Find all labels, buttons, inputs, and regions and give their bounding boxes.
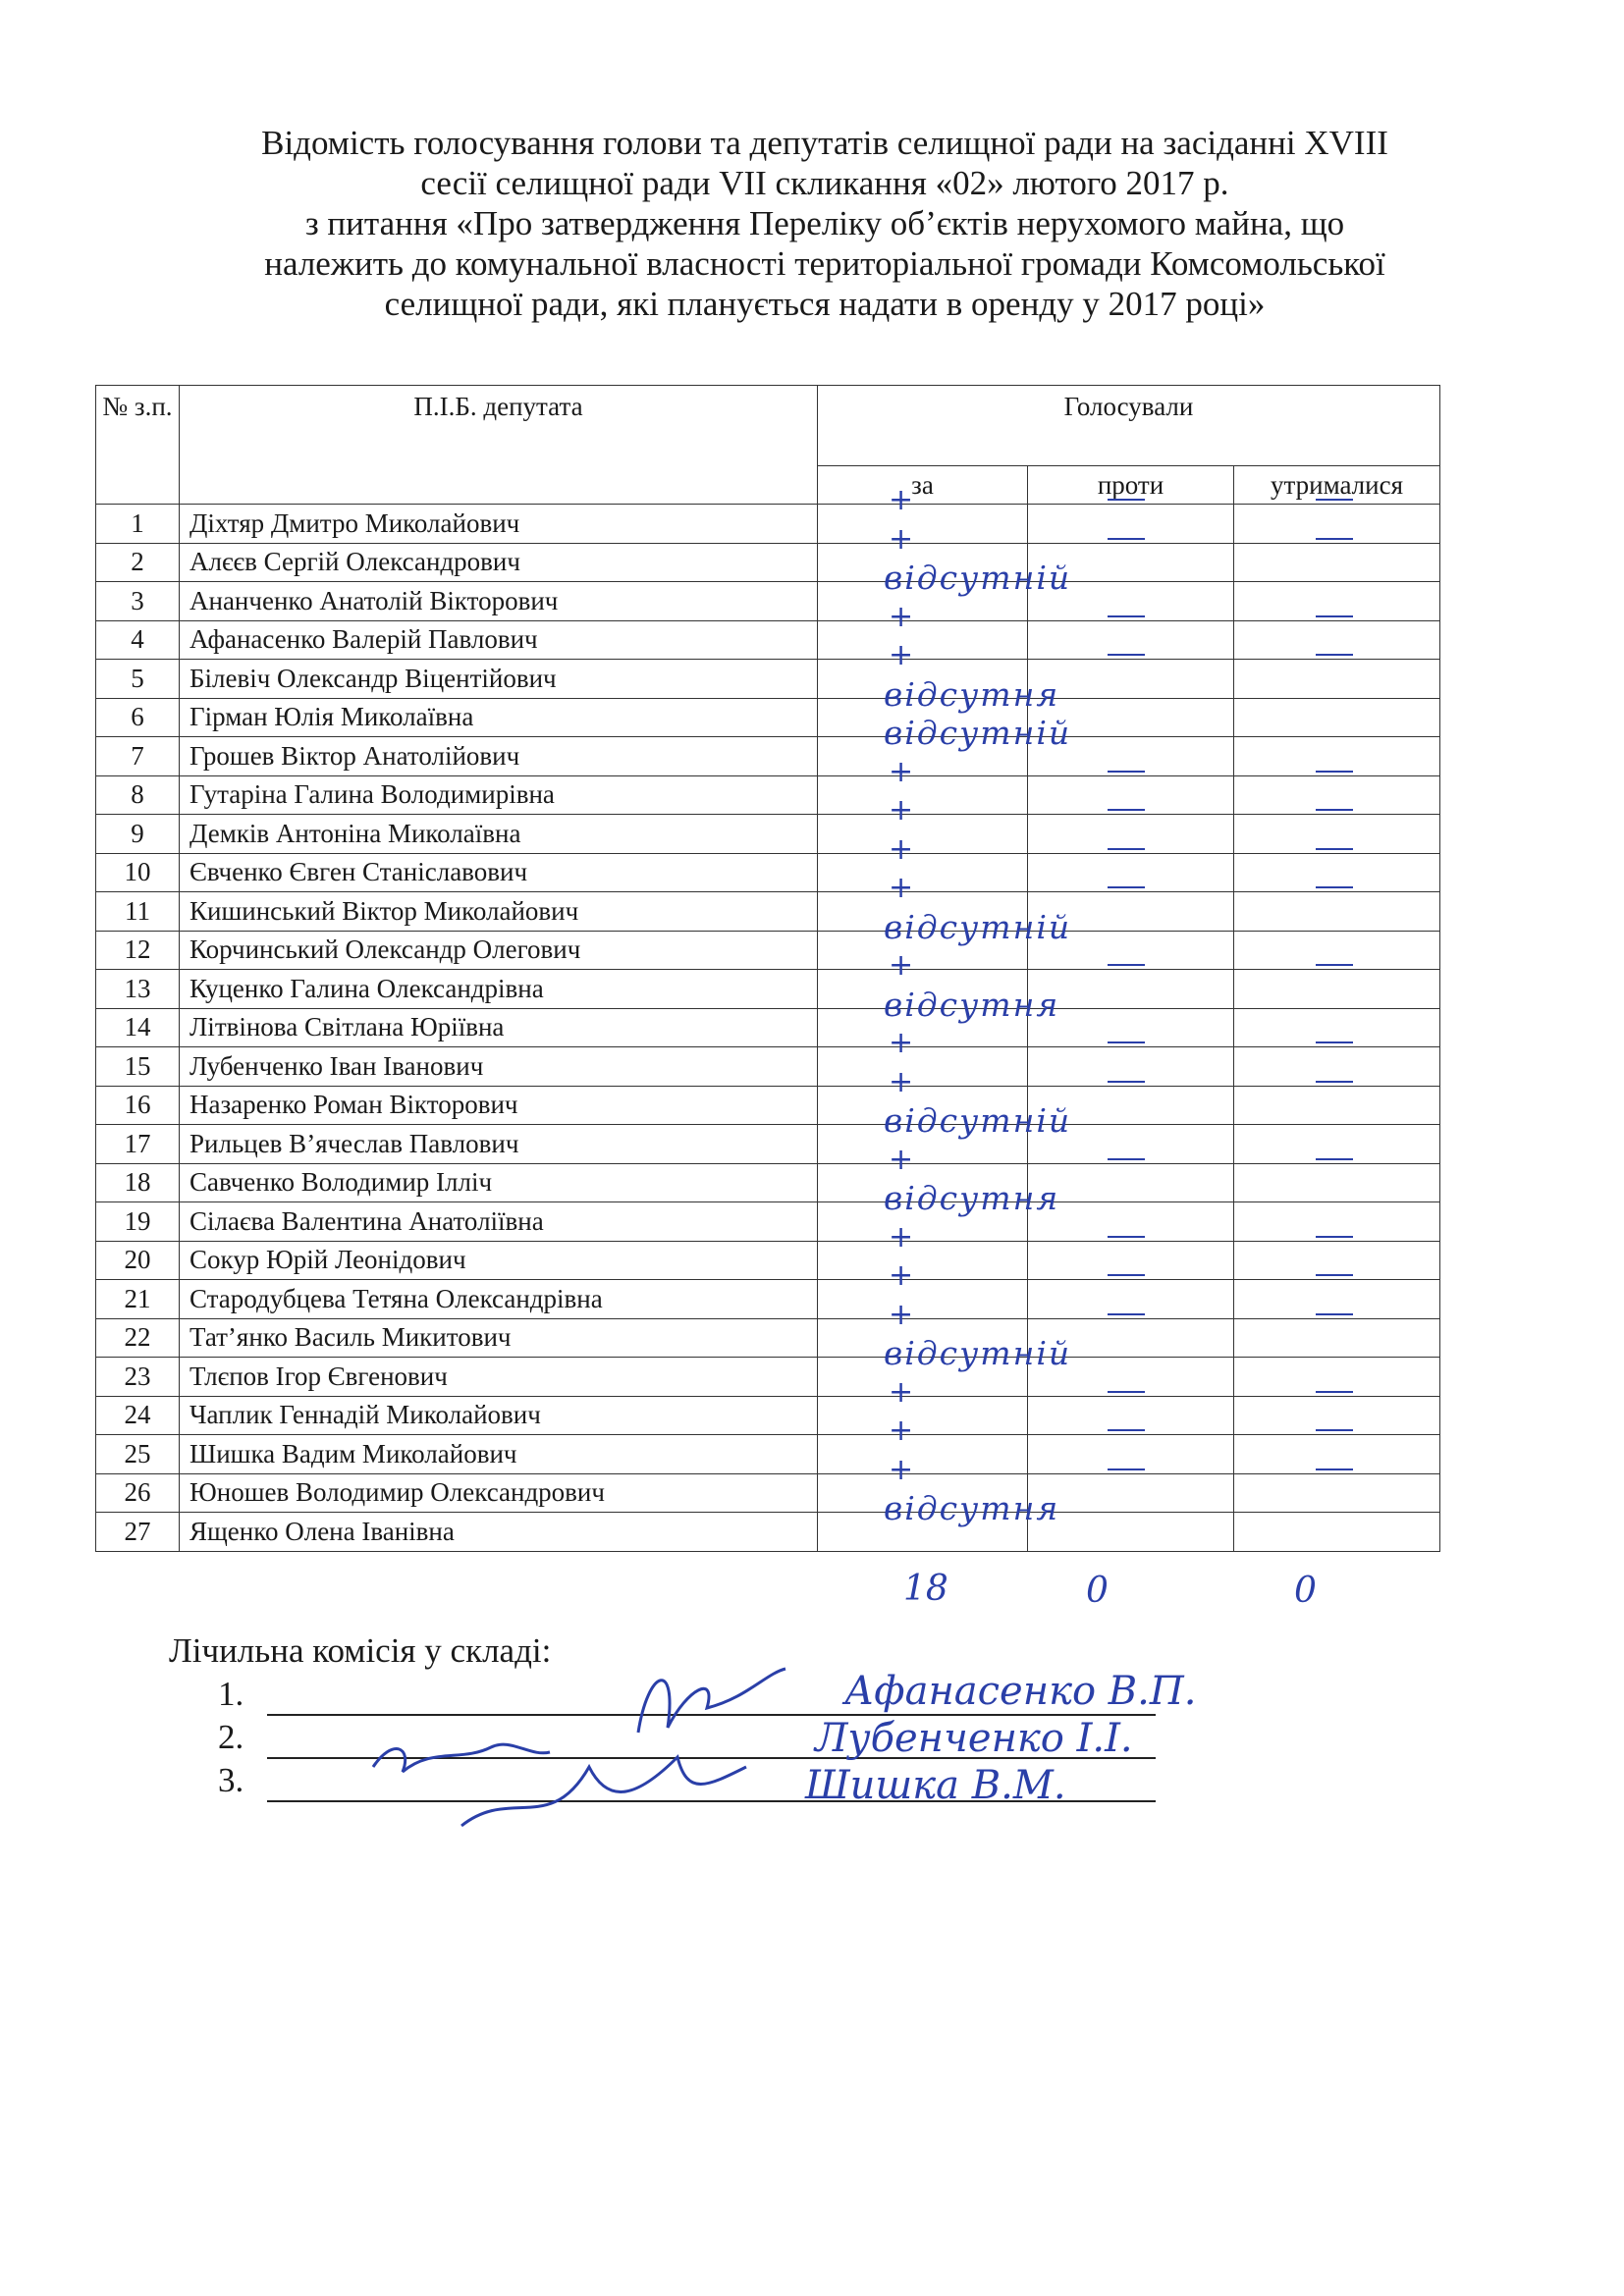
table-row [96,1047,1440,1087]
vote-for-cell [818,543,1028,582]
deputy-name: Шишка Вадим Миколайович [180,1435,818,1474]
table-body [96,505,1440,1552]
deputy-name: Савченко Володимир Ілліч [180,1163,818,1202]
header-for: за [818,466,1028,505]
row-number: 24 [96,1396,180,1435]
vote-for-cell [818,1358,1028,1397]
table-row [96,737,1440,776]
deputy-name: Чаплик Геннадій Миколайович [180,1396,818,1435]
absent-mark: відсутній [884,1101,1072,1140]
plus-mark: + [889,1414,914,1448]
vote-abstained-cell [1234,1125,1440,1164]
vote-for-cell [818,853,1028,892]
deputy-name: Назаренко Роман Вікторович [180,1086,818,1125]
vote-abstained-cell [1234,543,1440,582]
title-line-4: належить до комунальної власності територіальної громади Комсомольської [264,244,1385,283]
table-row [96,543,1440,582]
plus-mark: + [889,948,914,983]
vote-for-cell [818,620,1028,660]
title-line-5: селищної ради, які планується надати в оренду у 2017 році» [384,285,1266,323]
deputy-name: Гутаріна Галина Володимирівна [180,775,818,815]
absent-mark: відсутня [884,1179,1060,1217]
vote-against-cell [1028,1241,1234,1280]
vote-abstained-cell [1234,815,1440,854]
vote-against-cell [1028,1008,1234,1047]
plus-mark: + [889,1374,914,1410]
table-row [96,698,1440,737]
total-against: 0 [1086,1571,1109,1611]
row-number: 20 [96,1241,180,1280]
plus-mark: + [889,1452,914,1487]
table-row [96,1280,1440,1319]
table-row [96,1241,1440,1280]
deputy-name: Ященко Олена Іванівна [180,1513,818,1552]
signer-name-1: Афанасенко В.П. [844,1669,1197,1714]
table-row [96,660,1440,699]
vote-against-cell [1028,815,1234,854]
vote-for-cell [818,970,1028,1009]
vote-for-cell [818,1280,1028,1319]
table-row [96,1008,1440,1047]
vote-against-cell [1028,1202,1234,1242]
vote-against-cell [1028,1513,1234,1552]
table-row [96,815,1440,854]
vote-for-cell [818,931,1028,970]
vote-abstained-cell [1234,892,1440,932]
deputy-name: Сокур Юрій Леонідович [180,1241,818,1280]
absent-mark: відсутній [884,907,1072,946]
table-row [96,1318,1440,1358]
vote-abstained-cell [1234,1086,1440,1125]
vote-for-cell [818,1396,1028,1435]
row-number: 11 [96,892,180,932]
vote-abstained-cell [1234,505,1440,544]
vote-for-cell [818,1202,1028,1242]
vote-for-cell [818,1435,1028,1474]
vote-for-cell [818,660,1028,699]
table-row [96,1473,1440,1513]
vote-for-cell [818,1047,1028,1087]
absent-mark: відсутній [884,1334,1072,1372]
header-number: № з.п. [96,386,180,505]
table-row [96,1163,1440,1202]
row-number: 13 [96,970,180,1009]
deputy-name: Ананченко Анатолій Вікторович [180,582,818,621]
row-number: 7 [96,737,180,776]
vote-for-cell [818,582,1028,621]
deputy-name: Грошев Віктор Анатолійович [180,737,818,776]
table-row [96,970,1440,1009]
vote-abstained-cell [1234,582,1440,621]
vote-for-cell [818,1086,1028,1125]
plus-mark: + [889,871,914,905]
row-number: 25 [96,1435,180,1474]
vote-for-cell [818,737,1028,776]
vote-abstained-cell [1234,1241,1440,1280]
row-number: 16 [96,1086,180,1125]
vote-against-cell [1028,620,1234,660]
vote-abstained-cell [1234,1358,1440,1397]
vote-abstained-cell [1234,931,1440,970]
deputy-name: Корчинський Олександр Олегович [180,931,818,970]
vote-abstained-cell [1234,620,1440,660]
plus-mark: + [889,1064,914,1099]
document-title [147,123,1502,324]
deputy-name: Сілаєва Валентина Анатоліївна [180,1202,818,1242]
row-number: 22 [96,1318,180,1358]
row-number: 1 [96,505,180,544]
title-line-1: Відомість голосування голови та депутатів селищної ради на засіданні XVIII [261,124,1388,162]
row-number: 6 [96,698,180,737]
vote-abstained-cell [1234,737,1440,776]
plus-mark: + [889,754,914,789]
vote-against-cell [1028,1318,1234,1358]
vote-abstained-cell [1234,1280,1440,1319]
absent-mark: відсутній [884,714,1072,752]
deputy-name: Кишинський Віктор Миколайович [180,892,818,932]
deputy-name: Алєєв Сергій Олександрович [180,543,818,582]
vote-for-cell [818,1318,1028,1358]
commission-title: Лічильна комісія у складі: [169,1631,552,1670]
vote-against-cell [1028,1086,1234,1125]
vote-for-cell [818,1241,1028,1280]
vote-against-cell [1028,1047,1234,1087]
total-for: 18 [903,1569,948,1609]
vote-abstained-cell [1234,1008,1440,1047]
vote-abstained-cell [1234,775,1440,815]
vote-abstained-cell [1234,970,1440,1009]
row-number: 15 [96,1047,180,1087]
row-number: 26 [96,1473,180,1513]
table-row [96,892,1440,932]
deputy-name: Тлєпов Ігор Євгенович [180,1358,818,1397]
title-line-3: з питання «Про затвердження Переліку об’єктів нерухомого майна, що [304,204,1345,242]
vote-against-cell [1028,1435,1234,1474]
row-number: 5 [96,660,180,699]
vote-for-cell [818,1513,1028,1552]
vote-against-cell [1028,543,1234,582]
row-number: 8 [96,775,180,815]
deputy-name: Куценко Галина Олександрівна [180,970,818,1009]
row-number: 18 [96,1163,180,1202]
deputy-name: Демків Антоніна Миколаївна [180,815,818,854]
deputy-name: Рильцев В’ячеслав Павлович [180,1125,818,1164]
header-against: проти [1028,466,1234,505]
plus-mark: + [889,521,914,557]
header-name: П.І.Б. депутата [180,386,818,505]
plus-mark: + [889,831,914,867]
table-row [96,775,1440,815]
plus-mark: + [889,1219,914,1255]
vote-abstained-cell [1234,1318,1440,1358]
table-row [96,1513,1440,1552]
deputy-name: Стародубцева Тетяна Олександрівна [180,1280,818,1319]
vote-against-cell [1028,1125,1234,1164]
vote-abstained-cell [1234,853,1440,892]
deputy-name: Тат’янко Василь Микитович [180,1318,818,1358]
deputy-name: Афанасенко Валерій Павлович [180,620,818,660]
absent-mark: відсутня [884,1489,1060,1527]
vote-abstained-cell [1234,698,1440,737]
vote-against-cell [1028,892,1234,932]
table-row [96,853,1440,892]
vote-for-cell [818,698,1028,737]
plus-mark: + [889,483,914,517]
title-line-2: сесії селищної ради VII скликання «02» лютого 2017 р. [420,164,1229,202]
table-row [96,1435,1440,1474]
vote-against-cell [1028,1163,1234,1202]
plus-mark: + [889,1258,914,1293]
plus-mark: + [889,1297,914,1332]
deputy-name: Гірман Юлія Миколаївна [180,698,818,737]
deputy-name: Євченко Євген Станіславович [180,853,818,892]
plus-mark: + [889,1142,914,1177]
row-number: 17 [96,1125,180,1164]
header-abstained: утрималися [1234,466,1440,505]
row-number: 23 [96,1358,180,1397]
vote-against-cell [1028,582,1234,621]
table-row [96,1396,1440,1435]
row-number: 3 [96,582,180,621]
vote-abstained-cell [1234,1047,1440,1087]
table-row [96,1202,1440,1242]
vote-abstained-cell [1234,1163,1440,1202]
plus-mark: + [889,638,914,672]
plus-mark: + [889,793,914,828]
row-number: 14 [96,1008,180,1047]
plus-mark: + [889,1026,914,1060]
table-row [96,1358,1440,1397]
vote-against-cell [1028,698,1234,737]
vote-for-cell [818,1163,1028,1202]
vote-against-cell [1028,1280,1234,1319]
table-row [96,505,1440,544]
deputy-name: Літвінова Світлана Юріївна [180,1008,818,1047]
deputy-name: Діхтяр Дмитро Миколайович [180,505,818,544]
row-number: 9 [96,815,180,854]
vote-against-cell [1028,931,1234,970]
vote-against-cell [1028,1358,1234,1397]
table-row [96,931,1440,970]
vote-for-cell [818,1008,1028,1047]
table-row [96,620,1440,660]
deputy-name: Лубенченко Іван Іванович [180,1047,818,1087]
vote-abstained-cell [1234,1435,1440,1474]
vote-against-cell [1028,1473,1234,1513]
vote-for-cell [818,1473,1028,1513]
vote-for-cell [818,815,1028,854]
commission-number: 2. [218,1718,244,1756]
deputy-name: Юношев Володимир Олександрович [180,1473,818,1513]
row-number: 12 [96,931,180,970]
absent-mark: відсутній [884,559,1072,597]
commission-number: 1. [218,1675,244,1713]
commission-number: 3. [218,1761,244,1799]
vote-abstained-cell [1234,1473,1440,1513]
vote-against-cell [1028,775,1234,815]
header-voted: Голосували [818,386,1440,466]
row-number: 19 [96,1202,180,1242]
vote-against-cell [1028,737,1234,776]
plus-mark: + [889,599,914,634]
vote-against-cell [1028,1396,1234,1435]
row-number: 21 [96,1280,180,1319]
vote-against-cell [1028,505,1234,544]
vote-against-cell [1028,660,1234,699]
vote-for-cell [818,775,1028,815]
vote-abstained-cell [1234,1513,1440,1552]
deputy-name: Білевіч Олександр Віцентійович [180,660,818,699]
vote-abstained-cell [1234,1202,1440,1242]
vote-for-cell [818,505,1028,544]
vote-abstained-cell [1234,1396,1440,1435]
row-number: 2 [96,543,180,582]
vote-against-cell [1028,853,1234,892]
voting-table [95,385,1440,1552]
row-number: 27 [96,1513,180,1552]
total-abstained: 0 [1294,1571,1317,1611]
row-number: 10 [96,853,180,892]
vote-against-cell [1028,970,1234,1009]
table-row [96,582,1440,621]
table-row [96,1086,1440,1125]
vote-abstained-cell [1234,660,1440,699]
absent-mark: відсутня [884,674,1060,714]
vote-for-cell [818,892,1028,932]
row-number: 4 [96,620,180,660]
vote-for-cell [818,1125,1028,1164]
signer-name-2: Лубенченко І.І. [815,1716,1133,1761]
signer-name-3: Шишка В.М. [805,1763,1066,1808]
table-row [96,1125,1440,1164]
absent-mark: відсутня [884,985,1060,1024]
